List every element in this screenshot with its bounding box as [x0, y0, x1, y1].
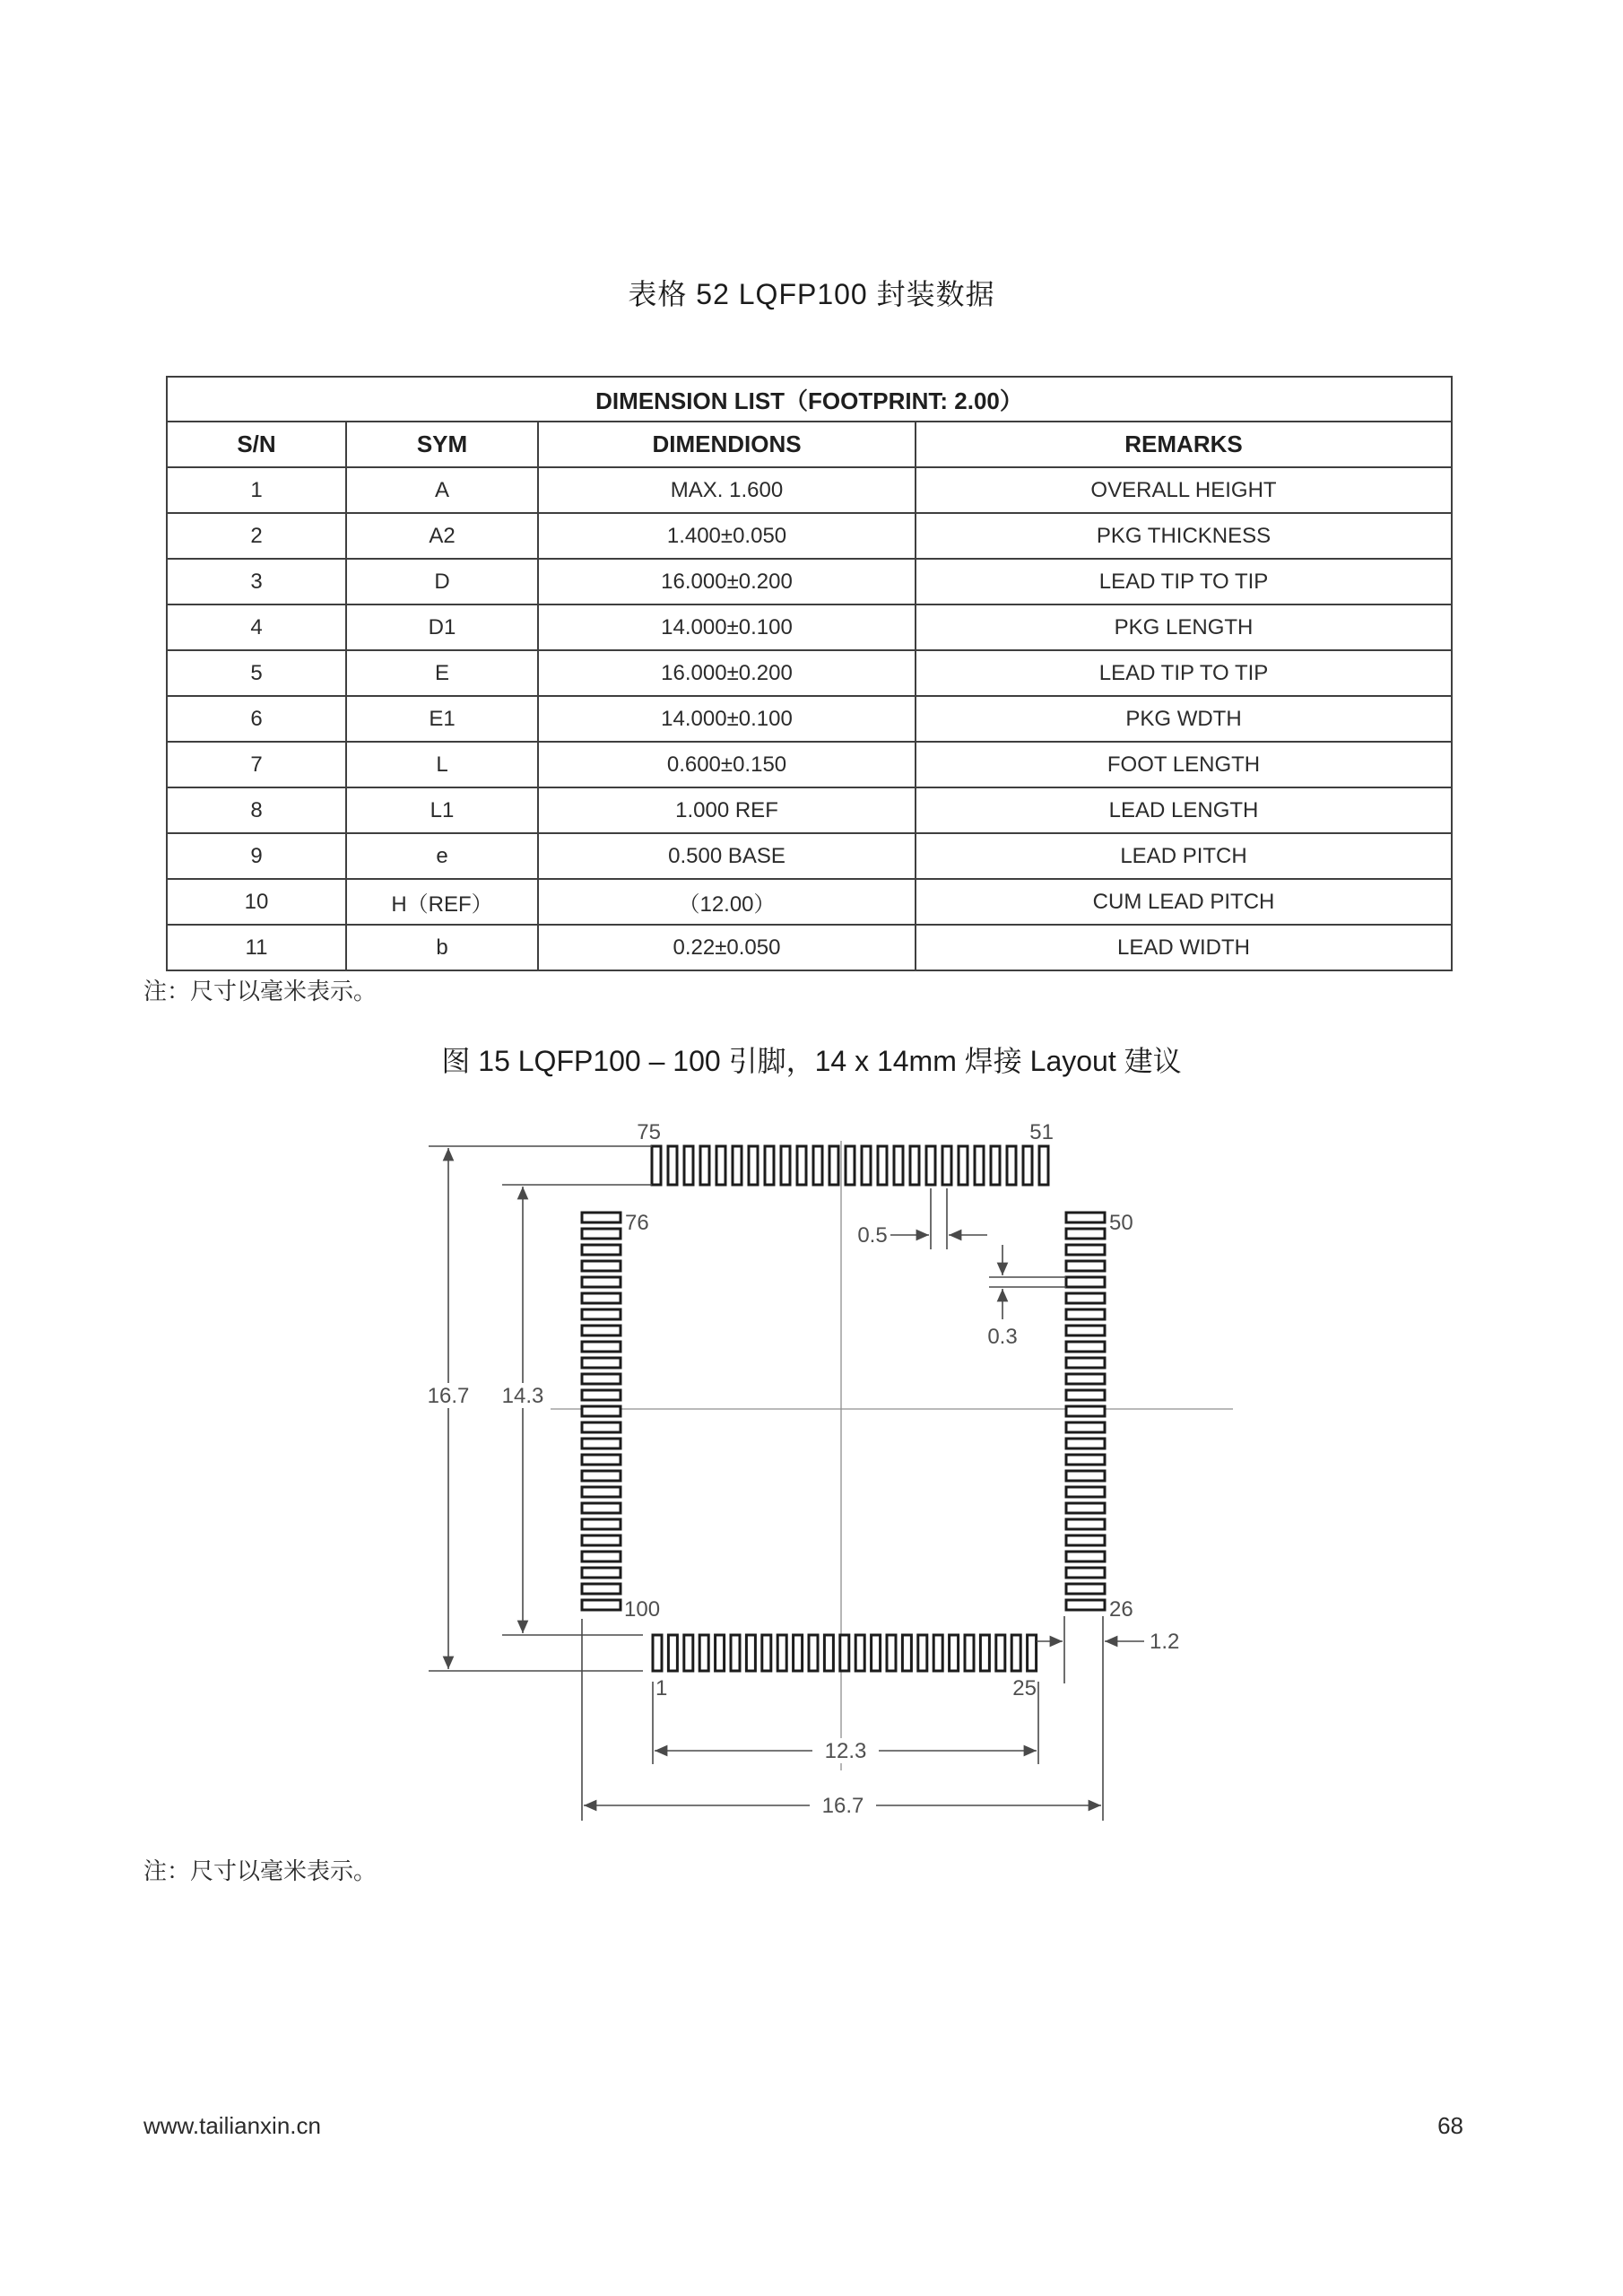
solder-pad	[582, 1390, 621, 1400]
solder-pad	[1066, 1471, 1105, 1481]
table-row	[167, 925, 1452, 970]
solder-pad	[872, 1635, 881, 1671]
pin-label-51: 51	[1029, 1120, 1054, 1144]
table-cell: 11	[167, 925, 346, 970]
table-cell: 0.500 BASE	[538, 833, 916, 879]
solder-pad	[1066, 1584, 1105, 1594]
table-row	[167, 787, 1452, 833]
solder-pad	[668, 1146, 677, 1185]
note-dimensions-mm: 注：尺寸以毫米表示。	[143, 1857, 378, 1884]
solder-pad	[1066, 1439, 1105, 1448]
table-caption: 表格 52 LQFP100 封装数据	[628, 278, 995, 310]
table-cell: 16.000±0.200	[538, 559, 916, 604]
solder-pad	[684, 1146, 693, 1185]
solder-pad	[829, 1146, 838, 1185]
dim-label-pad-length: 1.2	[1150, 1630, 1180, 1654]
solder-pad	[991, 1146, 1000, 1185]
dim-label-pitch: 0.5	[857, 1223, 888, 1248]
table-cell: L1	[346, 787, 538, 833]
table-cell: PKG WDTH	[916, 696, 1452, 742]
solder-pad	[1066, 1535, 1105, 1545]
table-cell: 1.400±0.050	[538, 513, 916, 559]
table-cell: D1	[346, 604, 538, 650]
footer-page-number: 68	[1437, 2112, 1463, 2139]
table-cell: 1.000 REF	[538, 787, 916, 833]
solder-pad	[933, 1635, 942, 1671]
solder-pad	[777, 1635, 786, 1671]
table-title: DIMENSION LIST（FOOTPRINT: 2.00）	[167, 377, 1452, 422]
solder-pad	[582, 1309, 621, 1319]
table-row	[167, 604, 1452, 650]
table-cell: 7	[167, 742, 346, 787]
solder-pad	[1066, 1245, 1105, 1255]
solder-pad	[582, 1277, 621, 1287]
table-cell: MAX. 1.600	[538, 467, 916, 513]
table-cell: CUM LEAD PITCH	[916, 879, 1452, 925]
dimension-table	[166, 376, 1453, 971]
solder-pad	[902, 1635, 911, 1671]
solder-pad	[1023, 1146, 1032, 1185]
table-cell: （12.00）	[538, 879, 916, 925]
pin-label-25: 25	[1012, 1676, 1037, 1700]
solder-pad	[582, 1584, 621, 1594]
table-cell: 9	[167, 833, 346, 879]
solder-pad	[809, 1635, 818, 1671]
solder-pad	[1066, 1487, 1105, 1497]
solder-pad	[731, 1635, 740, 1671]
solder-pad	[1007, 1146, 1016, 1185]
solder-pad	[1066, 1503, 1105, 1513]
table-cell: e	[346, 833, 538, 879]
solder-pad	[700, 1146, 709, 1185]
table-row	[167, 467, 1452, 513]
solder-pad	[1066, 1229, 1105, 1239]
solder-pad	[582, 1439, 621, 1448]
solder-pad	[582, 1568, 621, 1578]
solder-pad	[582, 1552, 621, 1561]
solder-pad	[1066, 1309, 1105, 1319]
solder-pad	[668, 1635, 677, 1671]
solder-pad	[840, 1635, 849, 1671]
solder-pad	[996, 1635, 1005, 1671]
solder-pad	[1066, 1568, 1105, 1578]
solder-pad	[582, 1342, 621, 1352]
table-cell: E	[346, 650, 538, 696]
solder-pad	[855, 1635, 864, 1671]
dim-label-outer-width: 16.7	[821, 1794, 864, 1818]
column-header: DIMENDIONS	[538, 422, 916, 467]
table-cell: 16.000±0.200	[538, 650, 916, 696]
solder-pad	[582, 1229, 621, 1239]
dim-label-inner-width: 12.3	[824, 1739, 867, 1763]
table-cell: E1	[346, 696, 538, 742]
solder-pad	[1066, 1552, 1105, 1561]
pin-label-1: 1	[655, 1676, 668, 1700]
solder-pad	[1066, 1342, 1105, 1352]
table-cell: 1	[167, 467, 346, 513]
solder-pad	[582, 1519, 621, 1529]
solder-pad	[1066, 1358, 1105, 1368]
solder-pad	[813, 1146, 822, 1185]
table-title-row	[167, 377, 1452, 422]
solder-pad	[582, 1422, 621, 1432]
solder-pad	[797, 1146, 806, 1185]
solder-pad	[653, 1635, 662, 1671]
solder-pad	[684, 1635, 693, 1671]
table-cell: A	[346, 467, 538, 513]
solder-pad	[1039, 1146, 1048, 1185]
solder-pad	[582, 1471, 621, 1481]
table-cell: 3	[167, 559, 346, 604]
pin-label-75: 75	[637, 1120, 661, 1144]
solder-pad	[1066, 1422, 1105, 1432]
table-header-row	[167, 422, 1452, 467]
table-cell: 6	[167, 696, 346, 742]
table-cell: LEAD TIP TO TIP	[916, 559, 1452, 604]
solder-pad	[1066, 1293, 1105, 1303]
solder-pad	[765, 1146, 774, 1185]
solder-pad	[1028, 1635, 1037, 1671]
table-cell: OVERALL HEIGHT	[916, 467, 1452, 513]
solder-pad	[582, 1245, 621, 1255]
solder-pad	[846, 1146, 855, 1185]
solder-pad	[582, 1326, 621, 1335]
solder-pad	[918, 1635, 927, 1671]
solder-pad	[746, 1635, 755, 1671]
table-cell: b	[346, 925, 538, 970]
solder-pad	[1066, 1213, 1105, 1222]
table-cell: 2	[167, 513, 346, 559]
table-cell: 14.000±0.100	[538, 604, 916, 650]
solder-pad	[1066, 1277, 1105, 1287]
solder-pad	[582, 1535, 621, 1545]
solder-pad	[716, 1635, 725, 1671]
table-row	[167, 559, 1452, 604]
solder-pad	[862, 1146, 871, 1185]
table-row	[167, 650, 1452, 696]
table-cell: LEAD LENGTH	[916, 787, 1452, 833]
solder-pad	[878, 1146, 887, 1185]
table-row	[167, 742, 1452, 787]
pin-label-76: 76	[625, 1211, 649, 1235]
solder-pad	[762, 1635, 771, 1671]
solder-pad	[1066, 1374, 1105, 1384]
column-header: S/N	[167, 422, 346, 467]
table-cell: A2	[346, 513, 538, 559]
pin-label-100: 100	[624, 1597, 661, 1622]
table-cell: 10	[167, 879, 346, 925]
footprint-diagram	[395, 1103, 1255, 1892]
dim-label-outer-height: 16.7	[427, 1384, 470, 1408]
table-row	[167, 513, 1452, 559]
solder-pad	[959, 1146, 968, 1185]
solder-pad	[950, 1635, 959, 1671]
solder-pad	[699, 1635, 708, 1671]
table-cell: H（REF）	[346, 879, 538, 925]
solder-pad	[582, 1358, 621, 1368]
pin-label-26: 26	[1109, 1597, 1133, 1622]
solder-pad	[965, 1635, 974, 1671]
table-cell: FOOT LENGTH	[916, 742, 1452, 787]
table-cell: 4	[167, 604, 346, 650]
solder-pad	[582, 1406, 621, 1416]
solder-pad	[887, 1635, 896, 1671]
table-cell: 0.600±0.150	[538, 742, 916, 787]
solder-pad	[582, 1455, 621, 1465]
table-cell: 8	[167, 787, 346, 833]
solder-pad	[942, 1146, 951, 1185]
column-header: SYM	[346, 422, 538, 467]
solder-pad	[1066, 1455, 1105, 1465]
footer-website: www.tailianxin.cn	[143, 2112, 321, 2139]
solder-pad	[582, 1600, 621, 1610]
table-cell: 14.000±0.100	[538, 696, 916, 742]
solder-pad	[1011, 1635, 1020, 1671]
solder-pad	[749, 1146, 758, 1185]
solder-pad	[794, 1635, 803, 1671]
table-cell: LEAD TIP TO TIP	[916, 650, 1452, 696]
solder-pad	[582, 1374, 621, 1384]
solder-pad	[652, 1146, 661, 1185]
solder-pad	[980, 1635, 989, 1671]
solder-pad	[910, 1146, 919, 1185]
dim-label-inner-height: 14.3	[501, 1384, 544, 1408]
solder-pad	[1066, 1600, 1105, 1610]
table-cell: L	[346, 742, 538, 787]
solder-pad	[582, 1293, 621, 1303]
table-cell: D	[346, 559, 538, 604]
pin-label-50: 50	[1109, 1211, 1133, 1235]
table-row	[167, 833, 1452, 879]
table-cell: PKG LENGTH	[916, 604, 1452, 650]
table-cell: 5	[167, 650, 346, 696]
solder-pad	[1066, 1519, 1105, 1529]
solder-pad	[824, 1635, 833, 1671]
table-cell: LEAD WIDTH	[916, 925, 1452, 970]
solder-pad	[926, 1146, 935, 1185]
table-cell: LEAD PITCH	[916, 833, 1452, 879]
table-row	[167, 879, 1452, 925]
table-row	[167, 696, 1452, 742]
figure-caption: 图 15 LQFP100 – 100 引脚，14 x 14mm 焊接 Layout 建议	[441, 1045, 1182, 1077]
note-dimensions-mm: 注：尺寸以毫米表示。	[143, 978, 378, 1004]
solder-pad	[781, 1146, 790, 1185]
solder-pad	[582, 1261, 621, 1271]
solder-pad	[1066, 1390, 1105, 1400]
solder-pad	[975, 1146, 984, 1185]
dim-label-pad-width: 0.3	[987, 1325, 1018, 1349]
solder-pad	[1066, 1261, 1105, 1271]
solder-pad	[582, 1503, 621, 1513]
table-cell: 0.22±0.050	[538, 925, 916, 970]
solder-pad	[1066, 1326, 1105, 1335]
table-cell: PKG THICKNESS	[916, 513, 1452, 559]
solder-pad	[1066, 1406, 1105, 1416]
solder-pad	[894, 1146, 903, 1185]
solder-pad	[716, 1146, 725, 1185]
solder-pad	[733, 1146, 742, 1185]
column-header: REMARKS	[916, 422, 1452, 467]
solder-pad	[582, 1213, 621, 1222]
solder-pad	[582, 1487, 621, 1497]
